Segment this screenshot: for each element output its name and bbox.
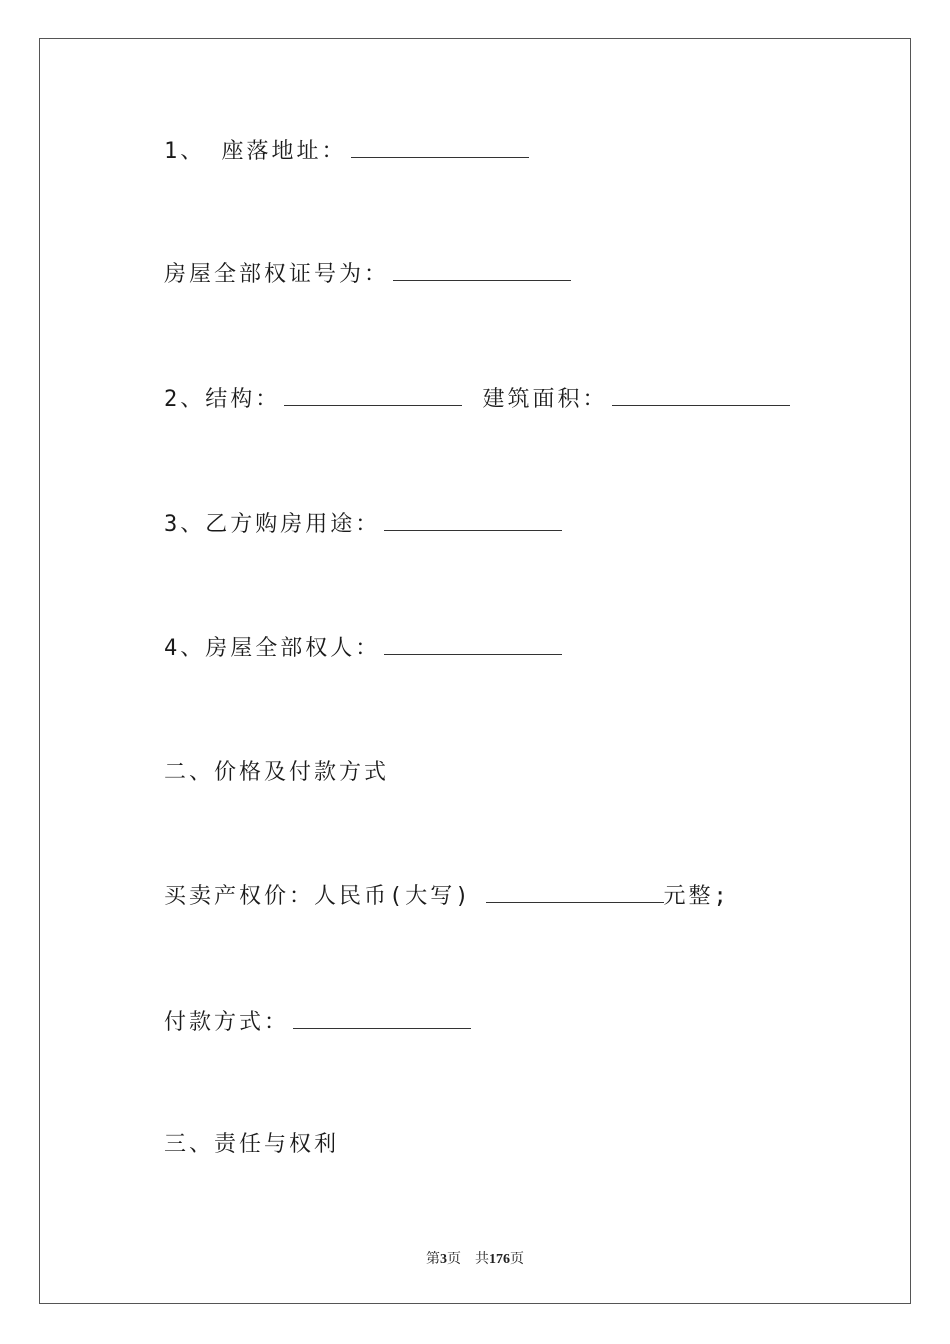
purpose-blank[interactable] [384,512,562,531]
area-label: 建筑面积： [482,387,608,412]
cert-no-line [164,260,575,290]
total-suffix: 页 [510,1252,524,1267]
structure-blank[interactable] [284,387,462,406]
payment-line [164,1008,475,1038]
payment-label: 付款方式： [164,1010,290,1035]
price-blank[interactable] [486,884,664,903]
purpose-line [164,510,566,540]
purpose-label: 3、乙方购房用途： [164,512,381,537]
page-total: 176 [489,1252,510,1267]
page-prefix: 第 [426,1252,440,1267]
price-label: 买卖产权价：人民币(大写) [164,884,472,909]
section-duty-heading [164,1130,339,1160]
price-line [164,882,730,912]
cert-no-label: 房屋全部权证号为： [164,262,390,287]
total-prefix: 共 [475,1252,489,1267]
cert-no-blank[interactable] [393,262,571,281]
payment-blank[interactable] [293,1010,471,1029]
owner-blank[interactable] [384,636,562,655]
owner-line [164,634,566,664]
page-frame [39,38,911,1304]
section-duty-label: 三、责任与权利 [164,1132,340,1157]
address-line [164,137,533,167]
page-current: 3 [440,1252,447,1267]
section-price-label: 二、价格及付款方式 [164,760,390,785]
structure-label: 2、结构： [164,387,281,412]
price-suffix: 元整; [663,884,730,909]
section-price-heading [164,758,389,788]
structure-line [164,385,794,415]
area-blank[interactable] [612,387,790,406]
page-footer [0,1248,950,1268]
address-label: 1、 座落地址： [164,139,347,164]
page-suffix: 页 [447,1252,461,1267]
owner-label: 4、房屋全部权人： [164,636,381,661]
address-blank[interactable] [351,139,529,158]
